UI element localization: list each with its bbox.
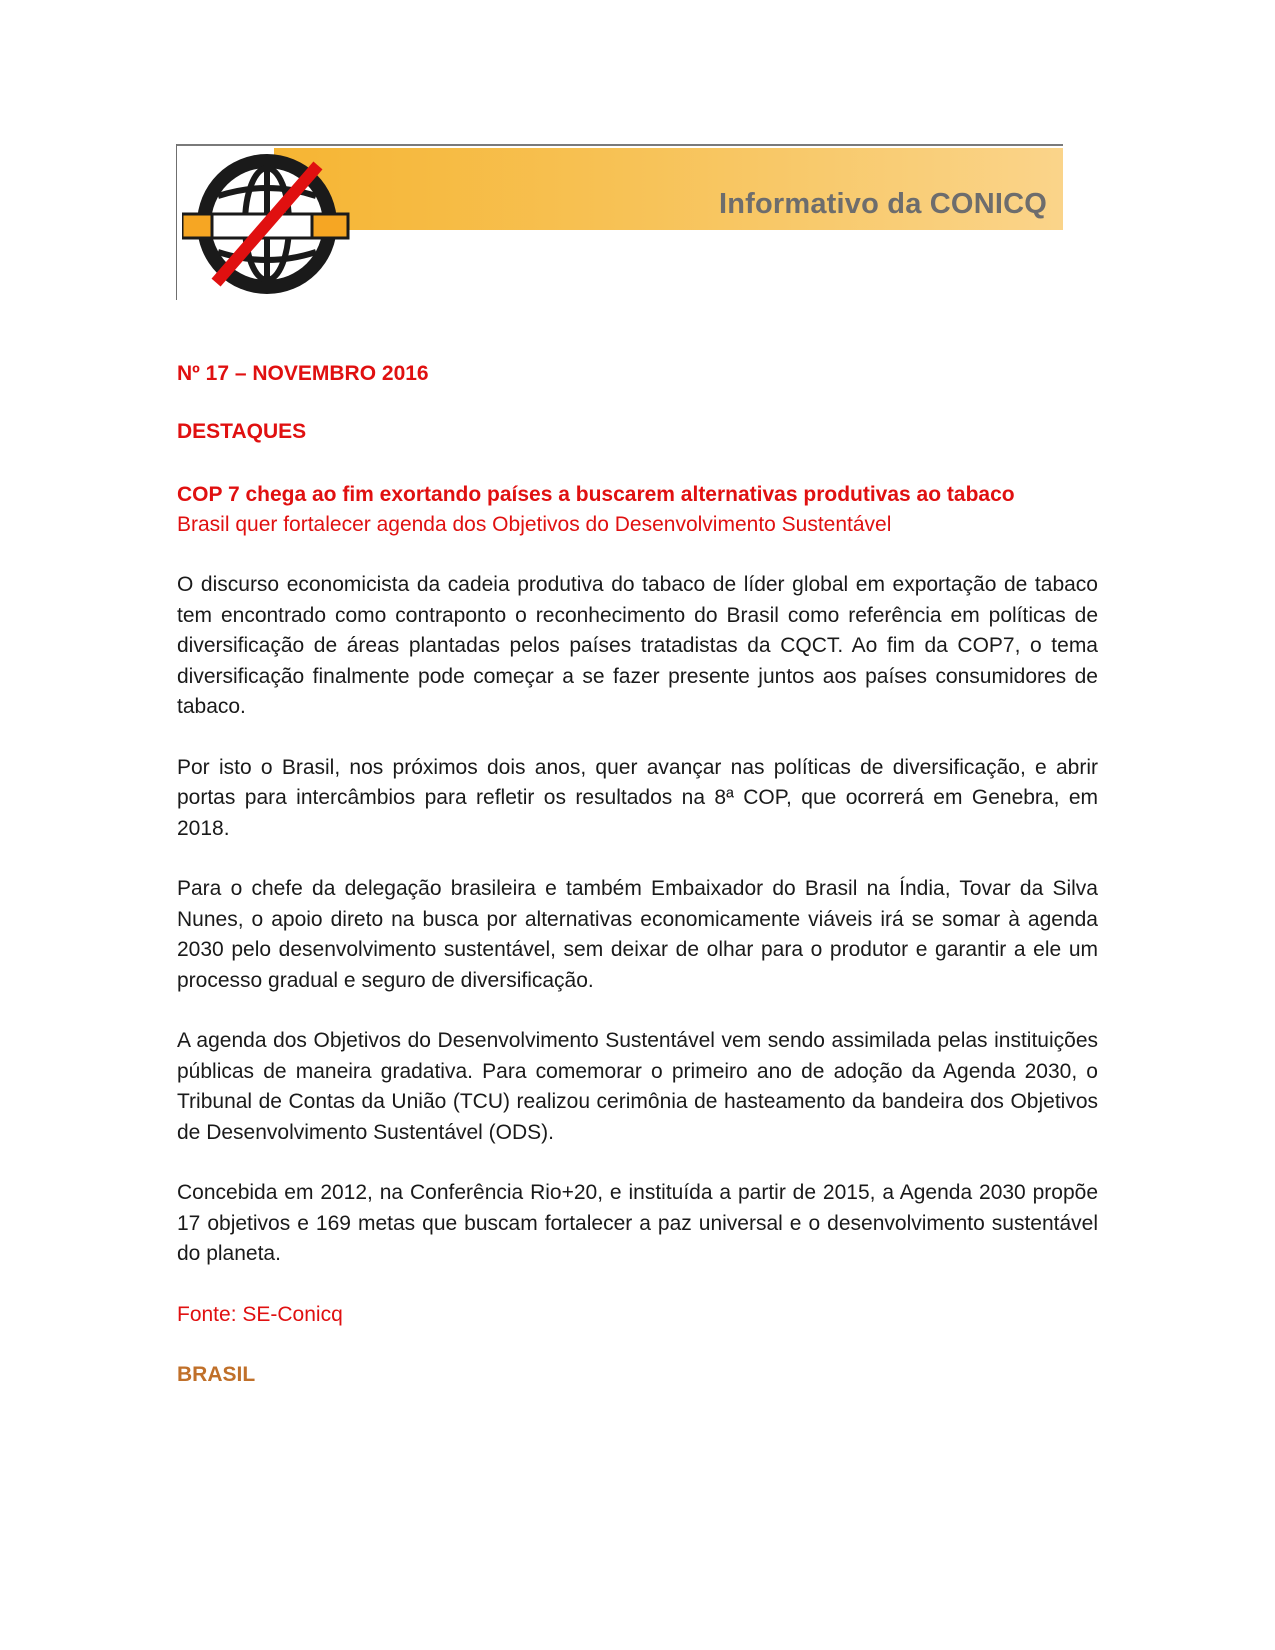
article-paragraph: A agenda dos Objetivos do Desenvolvimento Sustentável vem sendo assimilada pelas instituições públicas de maneira gradativa. Para comemorar o primeiro ano de adoção da Agenda 2030, o Tribunal de Contas da União (TCU) realizou cerimônia de hasteamento da bandeira dos Objetivos de Desenvolvimento Sustentável (ODS). xyxy=(177,1029,1098,1144)
newsletter-title: Informativo da CONICQ xyxy=(718,188,1047,220)
newsletter-content xyxy=(177,362,1098,1390)
article-paragraph: Por isto o Brasil, nos próximos dois anos, quer avançar nas políticas de diversificação, e abrir portas para intercâmbios para refletir os resultados na 8ª COP, que ocorrerá em Genebra, em 2018. xyxy=(177,755,1098,840)
newsletter-header xyxy=(176,144,1063,300)
article-paragraph: Para o chefe da delegação brasileira e também Embaixador do Brasil na Índia, Tovar da Silva Nunes, o apoio direto na busca por alternativas economicamente viáveis irá se somar à agenda 2030 pelo desenvolvimento sustentável, sem deixar de olhar para o produtor e garantir a ele um processo gradual e seguro de diversificação. xyxy=(177,877,1098,992)
header-band xyxy=(274,148,1063,230)
issue-number: Nº 17 – NOVEMBRO 2016 xyxy=(177,362,429,385)
article-source: Fonte: SE-Conicq xyxy=(177,1302,343,1326)
section-heading-destaques: DESTAQUES xyxy=(177,420,307,443)
section-heading-brasil: BRASIL xyxy=(177,1362,256,1386)
header-left-rule xyxy=(176,144,177,300)
article-subheadline: Brasil quer fortalecer agenda dos Objetivos do Desenvolvimento Sustentável xyxy=(177,513,892,536)
article-headline: COP 7 chega ao fim exortando países a buscarem alternativas produtivas ao tabaco xyxy=(177,483,1015,506)
article-paragraph: O discurso economicista da cadeia produtiva do tabaco de líder global em exportação de tabaco tem encontrado como contraponto o reconhecimento do Brasil como referência em políticas de diversificação de áreas plantadas pelos países tratadistas da CQCT. Ao fim da COP7, o tema diversificação finalmente pode começar a se fazer presente juntos aos países consumidores de tabaco. xyxy=(177,573,1098,718)
header-top-rule xyxy=(176,144,1063,146)
no-smoking-globe-icon xyxy=(182,150,352,298)
article-paragraph: Concebida em 2012, na Conferência Rio+20, e instituída a partir de 2015, a Agenda 2030 propõe 17 objetivos e 169 metas que buscam fortalecer a paz universal e o desenvolvimento sustentável do planeta. xyxy=(177,1181,1098,1265)
